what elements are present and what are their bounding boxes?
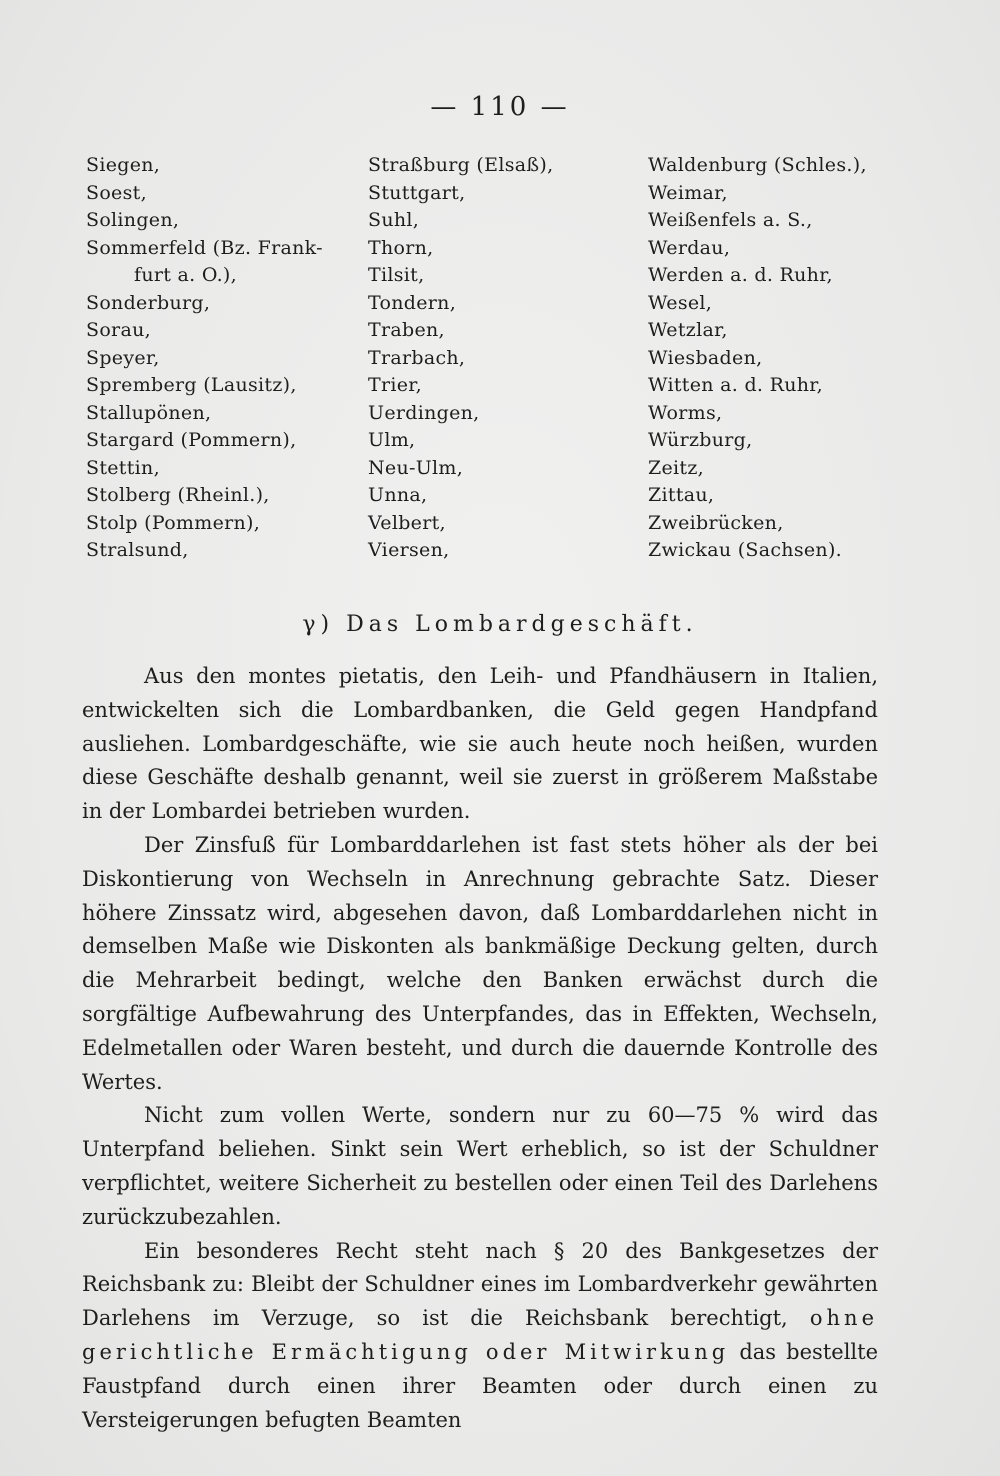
- city-item: Tondern,: [368, 291, 457, 314]
- paragraph-4: [82, 1235, 878, 1438]
- city-item: Wiesbaden,: [648, 346, 763, 369]
- paragraph-1: Aus den montes pietatis, den Leih- und Pfandhäusern in Italien, entwickelten sich die Lombardbanken, die Geld gegen Handpfand ausliehen. Lombardgeschäfte, wie sie auch heute noch heißen, wurden diese Geschäfte deshalb genannt, weil sie zuerst in größerem Maßstabe in der Lombardei betrieben wurden.: [82, 664, 878, 824]
- city-item: Thorn,: [368, 236, 434, 259]
- city-item: Weimar,: [648, 181, 728, 204]
- city-item: Stettin,: [86, 456, 160, 479]
- city-item: Stallupönen,: [86, 401, 212, 424]
- city-item: Straßburg (Elsaß),: [368, 154, 554, 176]
- city-item: Traben,: [368, 319, 445, 341]
- city-item: Suhl,: [368, 209, 420, 231]
- section-heading: γ) Das Lombardgeschäft.: [302, 612, 698, 637]
- city-item: Neu-Ulm,: [368, 456, 464, 479]
- city-item: Stuttgart,: [368, 181, 466, 204]
- paragraph-4-text: Ein besonderes Recht steht nach § 20 des Bankgesetzes der Reichsbank zu: Bleibt der Schuldner eines im Lombardverkehr gewährten Darlehens im Verzuge, so ist die Reichsbank berechtigt,: [82, 1238, 878, 1331]
- body-text: [82, 660, 878, 1437]
- city-item: Stralsund,: [86, 539, 189, 561]
- city-item: Sorau,: [86, 319, 151, 341]
- city-item: Zeitz,: [648, 456, 705, 479]
- city-item: Siegen,: [86, 154, 161, 176]
- city-item: Trier,: [368, 374, 422, 396]
- city-item: Tilsit,: [368, 264, 425, 286]
- city-item: Uerdingen,: [368, 401, 480, 424]
- city-item: Wetzlar,: [648, 319, 728, 341]
- city-item: Zwickau (Sachsen).: [648, 539, 843, 561]
- city-item: Stolp (Pommern),: [86, 511, 261, 534]
- city-item: Worms,: [648, 401, 723, 424]
- city-item: Ulm,: [368, 429, 416, 451]
- city-item: Solingen,: [86, 209, 180, 231]
- city-item: Velbert,: [368, 511, 446, 534]
- city-list: [86, 152, 886, 592]
- paragraph-4-text-end: das bestellte Faustpfand durch einen ihrer Beamten oder durch einen zu Versteigerungen befugten Beamten: [82, 1339, 879, 1432]
- page-number: — 110 —: [430, 92, 570, 122]
- city-column-2: [368, 152, 638, 565]
- paragraph-2: Der Zinsfuß für Lombarddarlehen ist fast stets höher als der bei Diskontierung von Wechseln in Anrechnung gebrachte Satz. Dieser höhere Zinssatz wird, abgesehen davon, daß Lombarddarlehen nicht in demselben Maße wie Diskonten als bankmäßige Deckung gelten, durch die Mehrarbeit bedingt, welche den Banken erwächst durch die sorgfältige Aufbewahrung des Unterpfandes, das in Effekten, Wechseln, Edelmetallen oder Waren besteht, und durch die dauernde Kontrolle des Wertes.: [82, 832, 878, 1094]
- city-item: Werdau,: [648, 236, 731, 259]
- city-column-1: [86, 152, 356, 565]
- city-item-continuation: furt a. O.),: [134, 264, 237, 286]
- paragraph-3: Nicht zum vollen Werte, sondern nur zu 60—75 % wird das Unterpfand beliehen. Sinkt sein Wert erheblich, so ist der Schuldner verpflichtet, weitere Sicherheit zu bestellen oder einen Teil des Darlehens zurückzubezahlen.: [82, 1103, 878, 1229]
- city-item: Speyer,: [86, 346, 160, 369]
- paragraph-4-emphasis: ohne gerichtliche Ermächtigung oder Mitwirkung: [82, 1306, 878, 1364]
- city-item: Weißenfels a. S.,: [648, 209, 813, 231]
- city-item: Viersen,: [368, 539, 450, 561]
- city-item: Zittau,: [648, 484, 715, 506]
- city-item: Stolberg (Rheinl.),: [86, 484, 270, 506]
- city-item: Witten a. d. Ruhr,: [648, 374, 823, 396]
- city-item: Sommerfeld (Bz. Frank-: [86, 236, 323, 259]
- city-item: Werden a. d. Ruhr,: [648, 264, 833, 286]
- city-item: Spremberg (Lausitz),: [86, 374, 297, 396]
- city-item: Wesel,: [648, 291, 713, 314]
- city-item: Waldenburg (Schles.),: [648, 154, 867, 176]
- city-item: Soest,: [86, 181, 147, 204]
- city-item: Unna,: [368, 484, 428, 506]
- city-item: Würzburg,: [648, 429, 753, 451]
- city-item: Zweibrücken,: [648, 511, 784, 534]
- city-item: Trarbach,: [368, 346, 466, 369]
- city-column-3: [648, 152, 893, 565]
- city-item: Sonderburg,: [86, 291, 211, 314]
- city-item: Stargard (Pommern),: [86, 429, 297, 451]
